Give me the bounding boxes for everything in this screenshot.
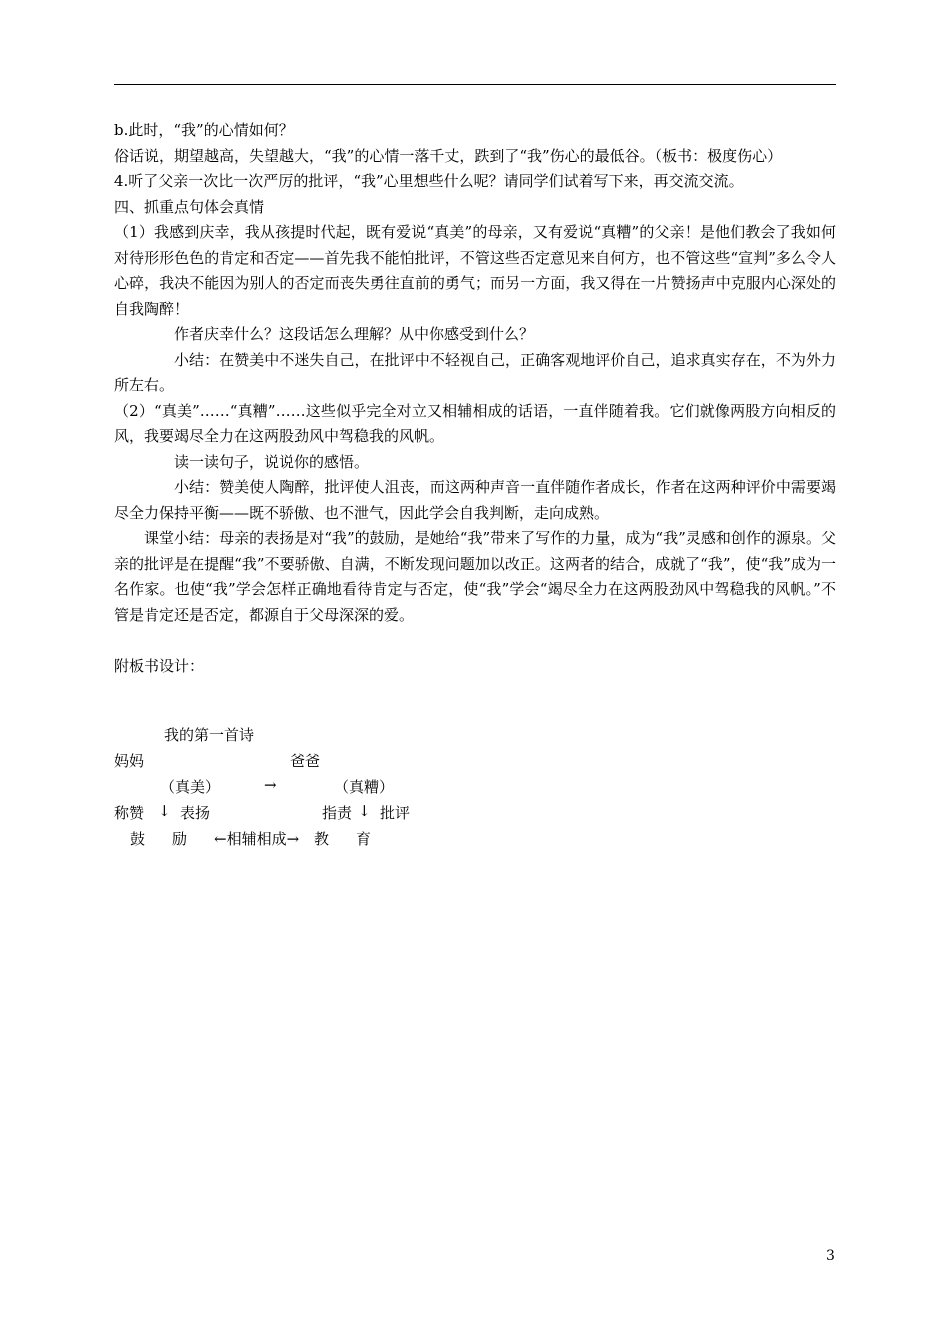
board-zhize: 指责: [322, 804, 353, 822]
board-zhenzao: （真糟）: [334, 778, 395, 796]
paragraph: 4.听了父亲一次比一次严厉的批评，“我”心里想些什么呢？请同学们试着写下来，再交流交流。: [114, 172, 744, 190]
summary: 小结：在赞美中不迷失自己，在批评中不轻视自己，正确客观地评价自己，追求真实存在，不为外力所左右。: [114, 350, 836, 394]
instruction: 读一读句子，说说你的感悟。: [174, 452, 370, 471]
arrow-down-icon: ↓: [158, 802, 171, 820]
board-li: 励: [172, 830, 188, 848]
document-body: [114, 118, 836, 680]
arrow-down-icon: ↓: [358, 802, 371, 820]
summary: 小结：赞美使人陶醉，批评使人沮丧，而这两种声音一直伴随作者成长，作者在这两种评价中需要竭尽全力保持平衡——既不骄傲、也不泄气，因此学会自我判断，走向成熟。: [114, 478, 836, 522]
question: 作者庆幸什么？这段话怎么理解？从中你感受到什么？: [174, 325, 535, 343]
board-mom: 妈妈: [114, 752, 145, 770]
class-summary: 课堂小结：母亲的表扬是对“我”的鼓励，是她给“我”带来了写作的力量，成为“我”灵感和创作的源泉。父亲的批评是在提醒“我”不要骄傲、自满，不断发现问题加以改正。这两者的结合，成就了“我”，使“我”成为一名作家。也使“我”学会怎样正确地看待肯定与否定，使“我”学会“竭尽全力在这两股劲风中驾稳我的风帆。”不管是肯定还是否定，都源自于父母深深的爱。: [114, 529, 836, 624]
board-jiao: 教: [314, 830, 330, 848]
arrow-right-icon: →: [264, 776, 277, 794]
board-heading: 附板书设计：: [114, 657, 205, 675]
paragraph: （2）“真美”……“真糟”……这些似乎完全对立又相辅相成的话语，一直伴随着我。它们就像两股方向相反的风，我要竭尽全力在这两股劲风中驾稳我的风帆。: [114, 401, 836, 445]
board-xiangfu: ←相辅相成→: [214, 830, 300, 848]
header-rule: [114, 84, 836, 85]
board-dad: 爸爸: [290, 752, 321, 770]
board-chengzan: 称赞: [114, 804, 145, 822]
board-gu: 鼓: [130, 830, 146, 848]
section-heading: 四、抓重点句体会真情: [114, 197, 265, 216]
board-title: 我的第一首诗: [164, 726, 255, 744]
paragraph: （1）我感到庆幸，我从孩提时代起，既有爱说“真美”的母亲，又有爱说“真糟”的父亲！是他们教会了我如何对待形形色色的肯定和否定——首先我不能怕批评，不管这些否定意见来自何方，也不管这些“宣判”多么令人心碎，我决不能因为别人的否定而丧失勇往直前的勇气；而另一方面，我又得在一片赞扬声中克服内心深处的自我陶醉！: [114, 223, 836, 318]
board-yu: 育: [356, 830, 372, 848]
board-piping: 批评: [380, 804, 411, 822]
board-biaoyang: 表扬: [180, 804, 211, 822]
paragraph: b.此时，“我”的心情如何？: [114, 121, 294, 139]
page-number: 3: [826, 1248, 835, 1264]
board-zhenmei: （真美）: [160, 778, 221, 796]
board-design: [114, 720, 514, 860]
paragraph: 俗话说，期望越高，失望越大，“我”的心情一落千丈，跌到了“我”伤心的最低谷。（板书：极度伤心）: [114, 146, 783, 165]
